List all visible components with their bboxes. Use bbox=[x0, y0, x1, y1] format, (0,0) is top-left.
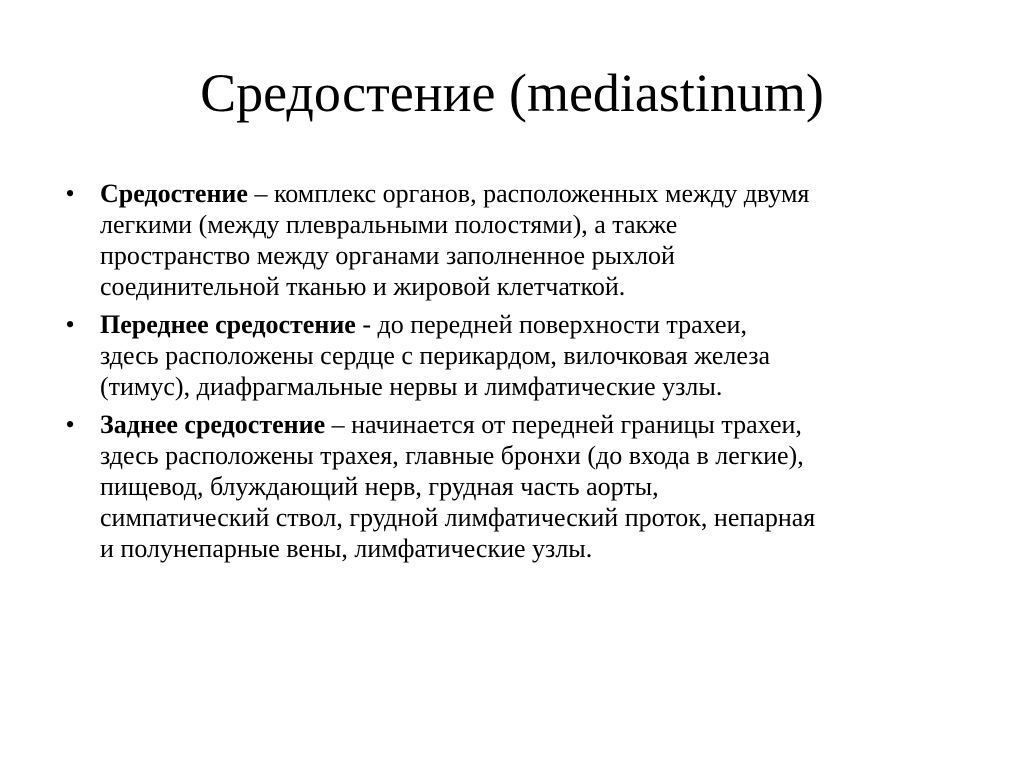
bullet-line: пищевод, блуждающий нерв, грудная часть аорты, bbox=[100, 472, 659, 501]
bullet-icon: • bbox=[65, 179, 75, 208]
bullet-line bbox=[100, 178, 980, 209]
bullet-line bbox=[100, 409, 980, 440]
bullet-list bbox=[60, 178, 980, 571]
bullet-text: – начинается от передней границы трахеи, bbox=[325, 410, 802, 439]
bullet-item-anterior bbox=[60, 309, 980, 402]
bullet-line: легкими (между плевральными полостями), а также bbox=[100, 210, 678, 239]
bullet-text: - до передней поверхности трахеи, bbox=[355, 310, 747, 339]
bullet-text: – комплекс органов, расположенных между двумя bbox=[247, 179, 810, 208]
bullet-line: пространство между органами заполненное рыхлой bbox=[100, 241, 675, 270]
bullet-line: (тимус), диафрагмальные нервы и лимфатические узлы. bbox=[100, 372, 723, 401]
bullet-line: симпатический ствол, грудной лимфатический проток, непарная bbox=[100, 503, 816, 532]
bullet-line: соединительной тканью и жировой клетчаткой. bbox=[100, 272, 626, 301]
slide-title: Средостение (mediastinum) bbox=[200, 63, 824, 123]
bullet-icon: • bbox=[65, 310, 75, 339]
bullet-item-posterior bbox=[60, 409, 980, 564]
bullet-line bbox=[100, 309, 980, 340]
bullet-item-mediastinum bbox=[60, 178, 980, 302]
bullet-term: Заднее средостение bbox=[100, 410, 326, 439]
bullet-line: здесь расположены трахея, главные бронхи (до входа в легкие), bbox=[100, 441, 804, 470]
bullet-icon: • bbox=[65, 410, 75, 439]
bullet-term: Переднее средостение bbox=[100, 310, 356, 339]
bullet-line: здесь расположены сердце с перикардом, вилочковая железа bbox=[100, 341, 771, 370]
bullet-line: и полунепарные вены, лимфатические узлы. bbox=[100, 534, 593, 563]
bullet-term: Средостение bbox=[100, 179, 248, 208]
